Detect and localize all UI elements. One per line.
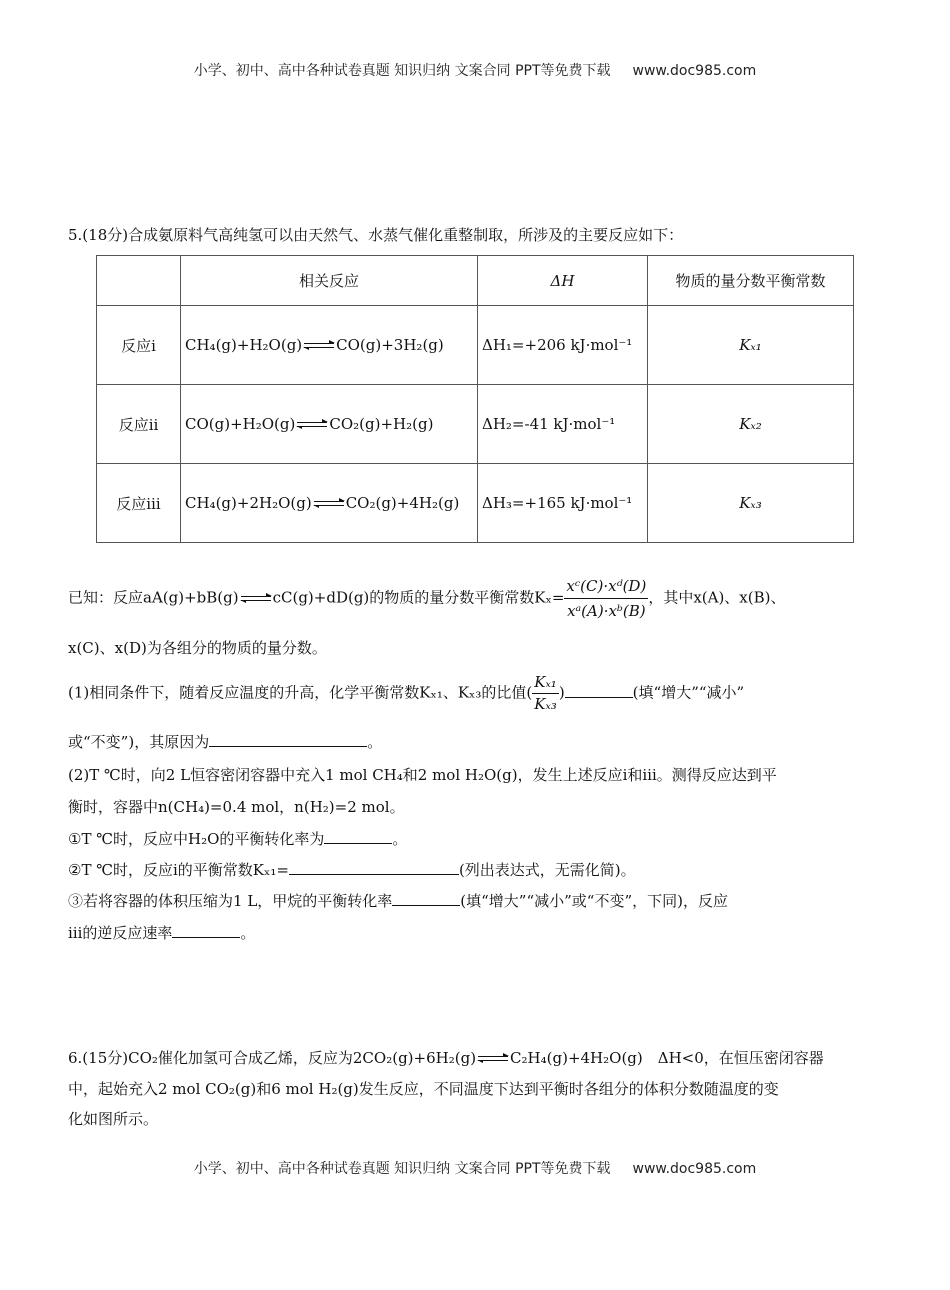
reaction-equation: CH₄(g)+2H₂O(g) CO₂(g)+4H₂(g): [181, 464, 478, 543]
enthalpy-value: ΔH₁=+206 kJ·mol⁻¹: [478, 306, 648, 385]
kx-fraction: $\frac{\text{xᶜ(C)·xᵈ(D)}}{\text{xᵃ(A)·xᵇ(B)}}$: [564, 574, 648, 623]
subquestion-1: ①T ℃时，反应中H₂O的平衡转化率为 。: [68, 830, 408, 848]
q6-line-2: 中，起始充入2 mol CO₂(g)和6 mol H₂(g)发生反应，不同温度下达到平衡时各组分的体积分数随温度的变: [68, 1080, 779, 1098]
k-ratio-fraction: $\frac{\text{Kₓ₁}}{\text{Kₓ₃}}$: [534, 673, 557, 713]
table-row: [97, 464, 854, 543]
q6-line-1: 6.(15分)CO₂催化加氢可合成乙烯，反应为2CO₂(g)+6H₂(g) C₂H₄(g)+4H₂O(g) ΔH<0，在恒压密闭容器: [68, 1049, 824, 1067]
table-row: [97, 385, 854, 464]
part2-intro: (2)T ℃时，向2 L恒容密闭容器中充入1 mol CH₄和2 mol H₂O(g)，发生上述反应ⅰ和ⅲ。测得反应达到平: [68, 766, 777, 784]
answer-blank[interactable]: [172, 923, 240, 938]
equilibrium-arrow-icon: [476, 1052, 510, 1066]
equilibrium-arrow-icon: [239, 592, 273, 606]
table-row: [97, 306, 854, 385]
page-footer: [0, 1158, 950, 1178]
reaction-equation: CH₄(g)+H₂O(g) CO(g)+3H₂(g): [181, 306, 478, 385]
part2-intro-cont: 衡时，容器中n(CH₄)=0.4 mol，n(H₂)=2 mol。: [68, 798, 405, 816]
k-symbol: Kₓ₃: [648, 464, 854, 543]
enthalpy-value: ΔH₂=-41 kJ·mol⁻¹: [478, 385, 648, 464]
part1-question: (1)相同条件下，随着反应温度的升高，化学平衡常数Kₓ₁、Kₓ₃的比值( $\frac{\text{Kₓ₁}}{\text{Kₓ₃}}$ ) (填“增大”“减小”: [68, 673, 745, 713]
equilibrium-arrow-icon: [302, 339, 336, 353]
subquestion-2: ②T ℃时，反应ⅰ的平衡常数Kₓ₁= (列出表达式，无需化简)。: [68, 861, 636, 879]
table-header-cell: 相关反应: [181, 256, 478, 306]
table-header-cell: 物质的量分数平衡常数: [648, 256, 854, 306]
k-symbol: Kₓ₂: [648, 385, 854, 464]
reaction-equation: CO(g)+H₂O(g) CO₂(g)+H₂(g): [181, 385, 478, 464]
answer-blank[interactable]: [565, 683, 633, 698]
k-symbol: Kₓ₁: [648, 306, 854, 385]
known-statement: 已知：反应aA(g)+bB(g) cC(g)+dD(g)的物质的量分数平衡常数Kₓ= $\frac{\text{xᶜ(C)·xᵈ(D)}}{\text{xᵃ(A)·xᵇ(B)}}$ ，其中x(A)、x(B)、: [68, 574, 786, 623]
q6-line-3: 化如图所示。: [68, 1110, 159, 1128]
enthalpy-value: ΔH₃=+165 kJ·mol⁻¹: [478, 464, 648, 543]
q5-intro: 5.(18分)合成氨原料气高纯氢可以由天然气、水蒸气催化重整制取，所涉及的主要反应如下：: [68, 226, 684, 244]
header-text: 小学、初中、高中各种试卷真题 知识归纳 文案合同 PPT等免费下载: [193, 63, 611, 79]
answer-blank[interactable]: [324, 829, 392, 844]
footer-text: 小学、初中、高中各种试卷真题 知识归纳 文案合同 PPT等免费下载: [193, 1161, 611, 1177]
equilibrium-arrow-icon: [312, 497, 346, 511]
table-header-cell: ΔH: [478, 256, 648, 306]
equilibrium-arrow-icon: [295, 418, 329, 432]
footer-site[interactable]: www.doc985.com: [632, 1161, 757, 1177]
reaction-name: 反应ⅱ: [97, 385, 181, 464]
part1-question-cont: 或“不变”)，其原因为 。: [68, 733, 383, 751]
answer-blank[interactable]: [289, 860, 459, 875]
reaction-name: 反应ⅰ: [97, 306, 181, 385]
header-site[interactable]: www.doc985.com: [632, 63, 757, 79]
answer-blank[interactable]: [392, 891, 460, 906]
answer-blank[interactable]: [209, 732, 367, 747]
known-statement-cont: x(C)、x(D)为各组分的物质的量分数。: [68, 639, 327, 657]
reaction-table: [96, 255, 854, 543]
reaction-name: 反应ⅲ: [97, 464, 181, 543]
subquestion-3: ③若将容器的体积压缩为1 L，甲烷的平衡转化率 (填“增大”“减小”或“不变”，下同)，反应: [68, 892, 728, 910]
page-header: [0, 60, 950, 80]
subquestion-3-cont: ⅲ的逆反应速率 。: [68, 924, 256, 942]
table-header-cell: [97, 256, 181, 306]
